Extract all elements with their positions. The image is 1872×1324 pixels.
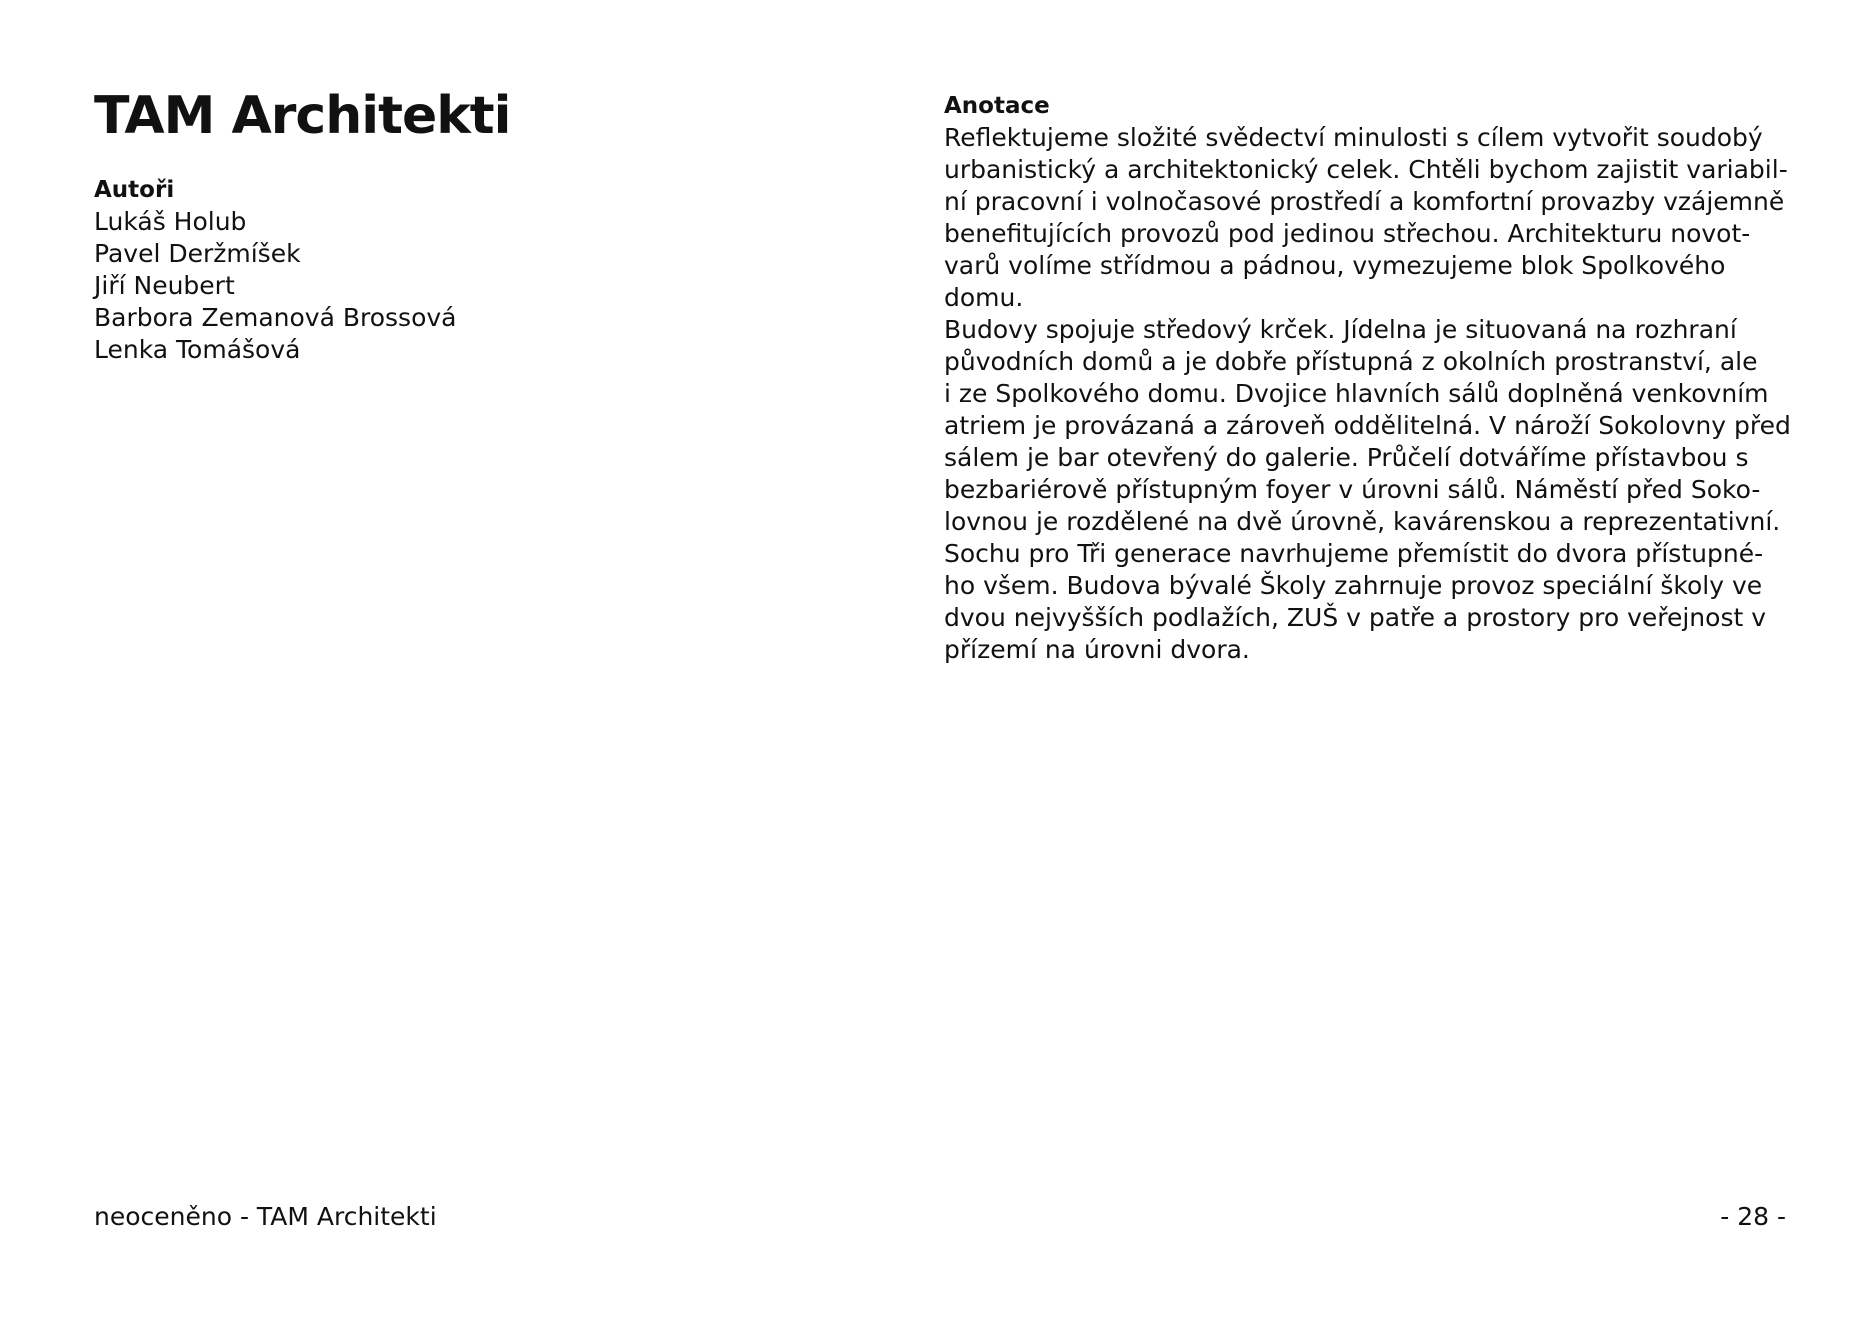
annotation-line: ho všem. Budova bývalé Školy zahrnuje provoz speciální školy ve xyxy=(944,571,1763,600)
annotation-text xyxy=(944,122,1824,666)
author-name: Lukáš Holub xyxy=(94,207,247,236)
annotation-line: ní pracovní i volnočasové prostředí a komfortní provazby vzájemně xyxy=(944,187,1785,216)
annotation-line: původních domů a je dobře přístupná z okolních prostranství, ale xyxy=(944,347,1758,376)
author-name: Lenka Tomášová xyxy=(94,335,301,364)
page-number: - 28 - xyxy=(1720,1202,1786,1231)
annotation-line: benefitujících provozů pod jedinou střechou. Architekturu novot- xyxy=(944,219,1751,248)
annotation-line: urbanistický a architektonický celek. Chtěli bychom zajistit variabil- xyxy=(944,155,1788,184)
authors-list xyxy=(94,206,854,366)
page-title: TAM Architekti xyxy=(94,86,511,146)
annotation-line: atriem je provázaná a zároveň oddělitelná. V nároží Sokolovny před xyxy=(944,411,1791,440)
authors-section xyxy=(94,174,854,366)
annotation-line: Budovy spojuje středový krček. Jídelna je situovaná na rozhraní xyxy=(944,315,1737,344)
annotation-line: přízemí na úrovni dvora. xyxy=(944,635,1250,664)
annotation-line: Sochu pro Tři generace navrhujeme přemístit do dvora přístupné- xyxy=(944,539,1764,568)
annotation-line: lovnou je rozdělené na dvě úrovně, kavárenskou a reprezentativní. xyxy=(944,507,1781,536)
annotation-line: varů volíme střídmou a pádnou, vymezujeme blok Spolkového xyxy=(944,251,1726,280)
author-name: Pavel Deržmíšek xyxy=(94,239,301,268)
annotation-line: i ze Spolkového domu. Dvojice hlavních sálů doplněná venkovním xyxy=(944,379,1769,408)
annotation-line: dvou nejvyšších podlažích, ZUŠ v patře a prostory pro veřejnost v xyxy=(944,603,1767,632)
annotation-section xyxy=(944,90,1824,666)
annotation-heading: Anotace xyxy=(944,93,1050,119)
authors-heading: Autoři xyxy=(94,177,175,203)
annotation-line: Reflektujeme složité svědectví minulosti s cílem vytvořit soudobý xyxy=(944,123,1763,152)
annotation-line: domu. xyxy=(944,283,1024,312)
footer-document-label: neoceněno - TAM Architekti xyxy=(94,1202,437,1231)
annotation-line: bezbariérově přístupným foyer v úrovni sálů. Náměstí před Soko- xyxy=(944,475,1761,504)
author-name: Barbora Zemanová Brossová xyxy=(94,303,457,332)
author-name: Jiří Neubert xyxy=(94,271,235,300)
annotation-line: sálem je bar otevřený do galerie. Průčelí dotváříme přístavbou s xyxy=(944,443,1749,472)
